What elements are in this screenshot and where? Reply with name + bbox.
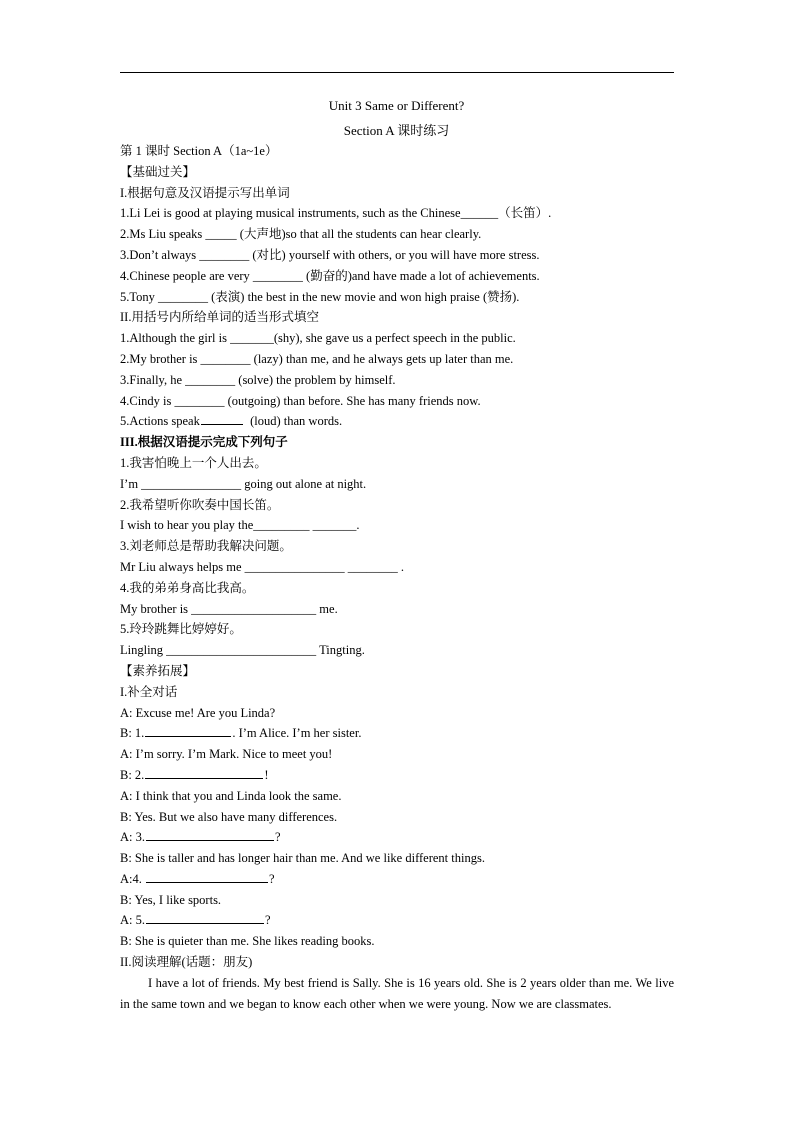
page-subtitle: Section A 课时练习 (343, 123, 450, 138)
dialogue-text: ? (275, 830, 281, 845)
dialogue-line (120, 723, 674, 744)
answer-blank (146, 869, 268, 883)
document-body (120, 141, 674, 1015)
dialogue-line (120, 765, 674, 786)
dialogue-line: A: I think that you and Linda look the same. (120, 788, 342, 803)
reading-paragraph: I have a lot of friends. My best friend is Sally. She is 16 years old. She is 2 years older than me. We live in the same town and we began to know each other when we were young. Now we are classmates. (120, 975, 674, 1011)
question-text: (loud) than words. (250, 414, 343, 429)
answer-blank (146, 827, 274, 841)
chinese-prompt: 2.我希望听你吹奏中国长笛。 (120, 497, 280, 512)
question-text: ______（长笛）. (460, 206, 552, 221)
question: 5.Tony ________ (表演) the best in the new movie and won high praise (赞扬). (120, 289, 520, 304)
dialogue-text: A:4. (120, 871, 142, 886)
header-rule (120, 72, 674, 73)
answer-blank (146, 910, 264, 924)
question: 2.My brother is ________ (lazy) than me, and he always gets up later than me. (120, 351, 514, 366)
dialogue-text: A: 5. (120, 913, 145, 928)
dialogue-text: A: 3. (120, 830, 145, 845)
answer-blank (201, 411, 243, 425)
question: 4.Chinese people are very ________ (勤奋的)and have made a lot of achievements. (120, 268, 540, 283)
dialogue-text: B: 2. (120, 767, 145, 782)
dialogue-line (120, 827, 674, 848)
lesson-label: 第 1 课时 Section A（1a~1e） (120, 144, 278, 158)
dialogue-text: . I’m Alice. I’m her sister. (232, 726, 362, 741)
dialogue-text: ? (269, 871, 275, 886)
exercise-heading: I.根据句意及汉语提示写出单词 (120, 185, 290, 200)
answer-blank (145, 765, 263, 779)
dialogue-line (120, 869, 674, 890)
dialogue-line: A: I’m sorry. I’m Mark. Nice to meet you! (120, 747, 333, 762)
english-sentence: I’m ________________ going out alone at night. (120, 476, 367, 491)
chinese-prompt: 4.我的弟弟身高比我高。 (120, 580, 255, 595)
chinese-prompt: 1.我害怕晚上一个人出去。 (120, 455, 267, 470)
exercise-heading: III.根据汉语提示完成下列句子 (120, 435, 288, 450)
dialogue-text: ? (265, 913, 271, 928)
question: 1.Although the girl is _______(shy), she gave us a perfect speech in the public. (120, 331, 516, 346)
question (120, 203, 674, 224)
dialogue-line: B: Yes, I like sports. (120, 892, 222, 907)
chinese-prompt: 5.玲玲跳舞比婷婷好。 (120, 622, 242, 637)
exercise-heading: I.补全对话 (120, 684, 178, 699)
exercise-heading: II.用括号内所给单词的适当形式填空 (120, 310, 319, 325)
dialogue-line: B: Yes. But we also have many differences. (120, 809, 338, 824)
chinese-prompt: 3.刘老师总是帮助我解决问题。 (120, 539, 292, 554)
dialogue-line: B: She is quieter than me. She likes reading books. (120, 934, 375, 949)
english-sentence: Mr Liu always helps me ________________ ________ . (120, 559, 405, 574)
question: 3.Finally, he ________ (solve) the problem by himself. (120, 372, 396, 387)
dialogue-line: A: Excuse me! Are you Linda? (120, 705, 276, 720)
dialogue-line: B: She is taller and has longer hair than me. And we like different things. (120, 851, 485, 866)
page-title: Unit 3 Same or Different? (328, 98, 465, 113)
exercise-heading: II.阅读理解(话题：朋友) (120, 955, 253, 970)
english-sentence: My brother is ____________________ me. (120, 601, 338, 616)
question: 3.Don’t always ________ (对比) yourself with others, or you will have more stress. (120, 247, 540, 262)
question: 2.Ms Liu speaks _____ (大声地)so that all the students can hear clearly. (120, 227, 482, 242)
section-heading-extension: 【素养拓展】 (120, 663, 196, 678)
dialogue-text: ! (264, 767, 269, 782)
english-sentence: I wish to hear you play the_________ _______. (120, 518, 360, 533)
answer-blank (145, 723, 231, 737)
english-sentence: Lingling ________________________ Tingting. (120, 643, 365, 658)
dialogue-text: B: 1. (120, 726, 145, 741)
question: 4.Cindy is ________ (outgoing) than before. She has many friends now. (120, 393, 481, 408)
question-text: 5.Actions speak (120, 414, 200, 429)
question-text: 1.Li Lei is good at playing musical instruments, such as the Chinese (120, 206, 461, 221)
question (120, 411, 674, 432)
section-heading-basic: 【基础过关】 (120, 164, 196, 179)
dialogue-line (120, 910, 674, 931)
